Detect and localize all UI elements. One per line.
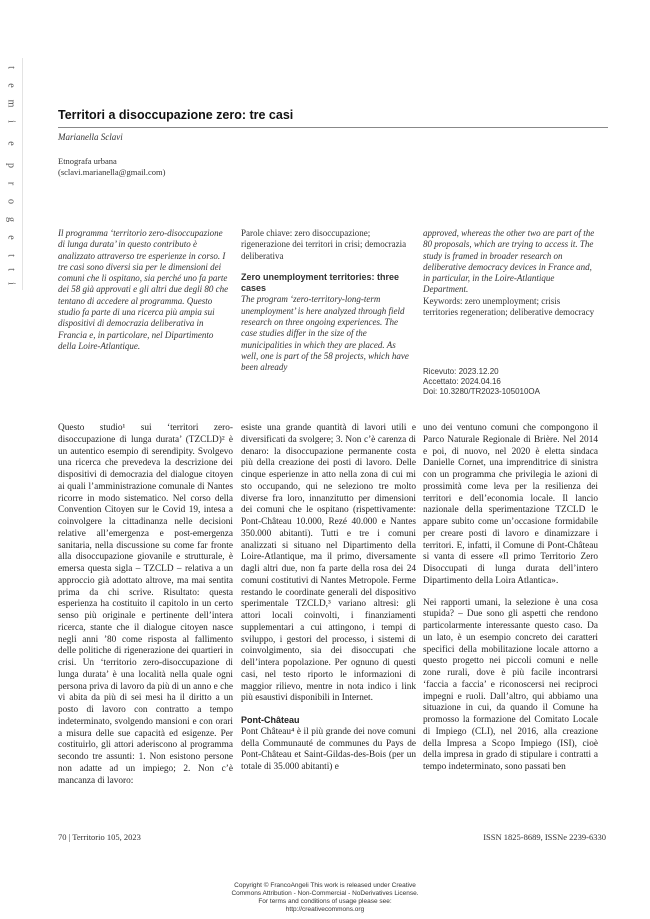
affiliation-role: Etnografa urbana [58, 156, 117, 166]
side-tab-letter: g [5, 217, 17, 222]
side-tab-letter: o [5, 199, 17, 204]
affiliation-email: (sclavi.marianella@gmail.com) [58, 167, 166, 177]
side-tab-letter: e [5, 235, 17, 240]
side-tab-letter: e [5, 83, 17, 88]
page-footer-left: 70 | Territorio 105, 2023 [58, 832, 141, 842]
copyright-line: Copyright © FrancoAngeli This work is released under Creative [234, 882, 416, 889]
copyright-notice [0, 882, 650, 914]
body-column-1: Questo studio¹ sui ‘territori zero-disoccupazione di lunga durata’ (TZCLD)² è un autentico esempio di serendipity. Svolgevo una ricerca che prevedeva la descrizione dei dispositivi di democrazia del dialogue citoyen ai quali l’amministrazione comunale di Nantes ricorre in modo sistematico. Nel corso della Convention Citoyen sur le Covid 19, intesa a coinvolgere la cittadinanza nelle decisioni relative all’emergenza e post-emergenza sanitaria, nella discussione su come far fronte alla disoccupazione giovanile e strutturale, è emersa questa sigla – TZCLD – relativa a un approccio già adottato altrove, ma mai sentita prima da chi scrive. Risultato: questa esperienza ha costituito il capitolo in un certo senso più originale e pertinente dell’intera ricerca, stante che il dialogue citoyen nasce negli anni ’80 come risposta al fallimento delle politiche di rigenerazione dei quartieri in crisi. Un ‘territorio zero-disoccupazione di lunga durata’ è una località nella quale ogni persona priva di lavoro da più di un anno e che vi abita da più di sei mesi ha il diritto a un posto di lavoro con contratto a tempo indeterminato, svolgendo mansioni e con orari a misura delle sue capacità ed esigenze. Per costituirlo, gli attori aderiscono al programma secondo tre assunti: 1. Non esistono persone non adatte ad un impiego; 2. Non c’è mancanza di lavoro: [58, 423, 233, 786]
doi: Doi: 10.3280/TR2023-105010OA [423, 387, 540, 396]
accepted-date: Accettato: 2024.04.16 [423, 377, 501, 386]
abstract-english-part2: approved, whereas the other two are part of the 80 proposals, which are trying to access it. The study is framed in broader research on deliberative democracy devices in France and, in particular, in the Loire-Atlantique Department. [423, 228, 595, 295]
author-affiliation [58, 156, 258, 178]
side-tab-letter: r [5, 181, 17, 186]
page-footer-issn: ISSN 1825-8689, ISSNe 2239-6330 [483, 832, 606, 842]
keywords-it-label: Parole chiave: [241, 228, 293, 238]
side-tab-letter: t [5, 66, 17, 69]
keywords-en-label: Keywords: [423, 295, 463, 306]
body-column-2 [241, 423, 416, 843]
copyright-line: For terms and conditions of usage please see: [258, 898, 392, 905]
title-rule [58, 127, 608, 128]
abstract-column-2 [241, 228, 413, 374]
section-side-tab [0, 58, 23, 290]
side-tab-letter: i [5, 282, 17, 285]
side-tab-letter: m [5, 99, 17, 108]
side-tab-letter: t [5, 254, 17, 257]
copyright-line: Commons Attribution - Non-Commercial - NoDerivatives License. [231, 890, 419, 897]
keywords-it: zero disoccupazione; rigenerazione dei territori in crisi; democrazia deliberativa [241, 228, 407, 261]
received-date: Ricevuto: 2023.12.20 [423, 367, 499, 376]
body-column-2-text: esiste una grande quantità di lavori utili e diversificati da svolgere; 3. Non c’è carenza di denaro: la disoccupazione permanente costa più della creazione dei posti di lavoro. Delle cinque esperienze in atto nella zona di cui mi sto occupando, qui ne seleziono tre molto diverse fra loro, innanzitutto per dimensioni dei comuni che le ospitano (rispettivamente: Pont-Château 10.000, Rezé 40.000 e Nantes 350.000 abitanti). Tutti e tre i comuni analizzati si situano nel Dipartimento della Loire-Atlantique, ma il primo, diversamente dagli altri due, non fa parte della rosa dei 24 comuni costitutivi di Nantes Metropole. Ferme restando le coordinate generali del dispositivo sperimentale TZCLD,³ variano altresì: gli attori locali coinvolti, i finanziamenti supplementari a cui attingono, i tempi di sviluppo, i gestori del processo, i sistemi di coinvolgimento, sia dei disoccupati che dell’intera popolazione. Per ognuno di questi casi, nel testo riporto le informazioni di maggior rilievo, mentre in nota indico i link più esaustivi disponibili in Internet. [241, 423, 416, 704]
body-column-3 [423, 423, 598, 843]
english-title: Zero unemployment territories: three cases [241, 271, 400, 294]
article-metadata [423, 367, 603, 397]
copyright-link[interactable]: http://creativecommons.org [285, 906, 365, 913]
author-name: Marianella Sclavi [58, 132, 123, 142]
body-column-2-text-b: Pont Château⁴ è il più grande dei nove comuni della Communauté de communes du Pays de Pont-Château et Saint-Gildas-des-Bois (per un totale di 35.000 abitanti) e [241, 726, 416, 772]
keywords-en: zero unemployment; crisis territories regeneration; deliberative democracy [423, 295, 595, 318]
side-tab-letter: i [5, 120, 17, 123]
side-tab-letter: t [5, 268, 17, 271]
section-heading-pont-chateau: Pont-Château [241, 715, 300, 725]
side-tab-letter: e [5, 141, 17, 146]
side-tab-letter: p [5, 163, 17, 168]
body-column-3-text-b: Nei rapporti umani, la selezione è una cosa stupida? – Due sono gli aspetti che rendono particolarmente interessante questo caso. Da un lato, è un esempio concreto dei caratteri specifici della mobilitazione locale attorno a questo progetto nei piccoli comuni e nelle zone rurali, dove è più facile incontrarsi ‘faccia a faccia’ e riconoscersi nei reciproci impegni e ruoli. Dall’altro, qui abbiamo una situazione in cui, da quando il Comune ha promosso la formazione del Comitato Locale di Impiego (CLI), nel 2016, alla creazione della Impresa a Scopo Impiego (ISI), cioè della impresa in grado di stipulare i contratti a tempo indeterminato, sono passati ben [423, 597, 598, 772]
abstract-column-3 [423, 228, 595, 318]
body-column-3-text: uno dei ventuno comuni che compongono il Parco Naturale Regionale di Brière. Nel 2014 e poi, di nuovo, nel 2020 è eletta sindaca Danielle Cornet, una imprenditrice di sinistra con un programma che privilegia le azioni di prossimità come leva per la resilienza dei territori e dell’economia locale. Il lancio nazionale della sperimentazione TZCLD le appare subito come un’occasione formidabile per creare posti di lavoro e dinamizzare i territori. E, infatti, il Comune di Pont-Château si vanta di essere «Il primo Territorio Zero Disoccupati di lunga durata dell’intero Dipartimento della Loira Atlantica». [423, 423, 598, 586]
abstract-english-part1: The program ‘zero-territory-long-term unemployment’ is here analyzed through field research on three ongoing experiences. The case studies differ in the size of the municipalities in which they are placed. As well, one is part of the 58 projects, which have been already [241, 294, 409, 373]
article-title: Territori a disoccupazione zero: tre casi [58, 108, 294, 122]
abstract-italian: Il programma ‘territorio zero-disoccupazione di lunga durata’ in questo contributo è analizzato attraverso tre esperienze in corso. I tre casi sono diversi sia per le dimensioni dei comuni che li ospitano, sia perché uno fa parte dei 58 già approvati e gli altri due degli 80 che tentano di accedere al programma. Questo studio fa parte di una ricerca più ampia sui dispositivi di democrazia deliberativa in Francia e, in particolare, nel Dipartimento della Loire-Atlantique. [58, 228, 229, 351]
